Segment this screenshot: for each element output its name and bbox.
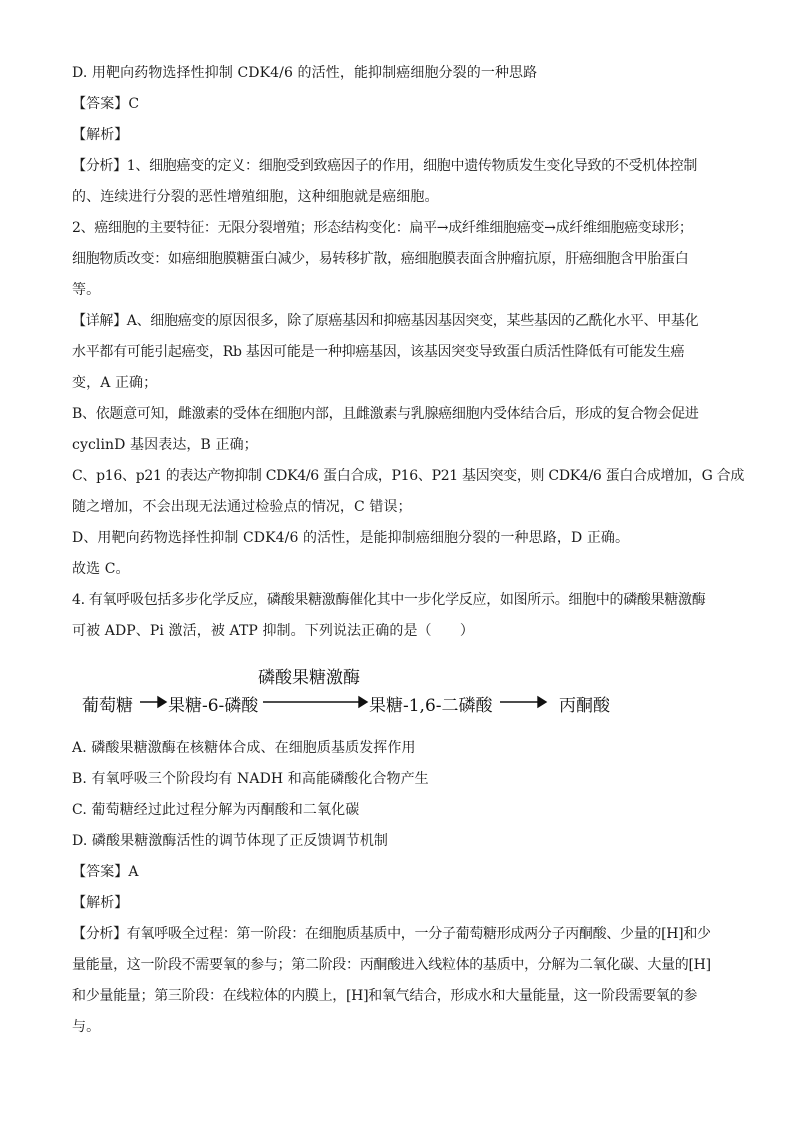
arrowhead-1 (158, 697, 166, 707)
detail-line: 水平都有可能引起癌变，Rb 基因可能是一种抑癌基因，该基因突变导致蛋白质活性降低有可能发生癌 (72, 344, 685, 360)
glucose-label: 葡萄糖 (82, 696, 133, 716)
option-d-line: D. 用靶向药物选择性抑制 CDK4/6 的活性，能抑制癌细胞分裂的一种思路 (72, 65, 538, 81)
analysis-line: 的、连续进行分裂的恶性增殖细胞，这种细胞就是癌细胞。 (72, 189, 439, 205)
pyruvate-label: 丙酮酸 (559, 696, 610, 716)
arrowhead-3 (538, 697, 546, 707)
document-page (72, 58, 745, 1043)
option-c: C. 葡萄糖经过此过程分解为丙酮酸和二氧化碳 (72, 802, 360, 818)
glycolysis-pathway-diagram (72, 649, 722, 733)
detail-line: C、p16、p21 的表达产物抑制 CDK4/6 蛋白合成，P16、P21 基因突变，则 CDK4/6 蛋白合成增加，G 合成 (72, 468, 745, 484)
detail-line: 变，A 正确； (72, 375, 158, 391)
conclusion-line: 故选 C。 (72, 561, 130, 577)
explanation-heading: 【解析】 (72, 895, 129, 911)
answer-line: 【答案】A (72, 864, 139, 880)
f6p-label: 果糖-6-磷酸 (168, 696, 259, 716)
analysis-line: 细胞物质改变：如癌细胞膜糖蛋白减少，易转移扩散，癌细胞膜表面含肿瘤抗原，肝癌细胞含甲胎蛋白 (72, 251, 689, 267)
option-b: B. 有氧呼吸三个阶段均有 NADH 和高能磷酸化合物产生 (72, 771, 429, 787)
option-a: A. 磷酸果糖激酶在核糖体合成、在细胞质基质发挥作用 (72, 740, 416, 756)
f16bp-label: 果糖-1,6-二磷酸 (369, 696, 493, 716)
answer-line: 【答案】C (72, 96, 140, 112)
analysis-line: 等。 (72, 282, 101, 298)
analysis-line: 【分析】1、细胞癌变的定义：细胞受到致癌因子的作用，细胞中遗传物质发生变化导致的不受机体控制 (72, 158, 698, 174)
analysis-line: 量能量，这一阶段不需要氧的参与；第二阶段：丙酮酸进入线粒体的基质中，分解为二氧化碳、大量的[H] (72, 957, 711, 973)
analysis-line: 和少量能量；第三阶段：在线粒体的内膜上，[H]和氧气结合，形成水和大量能量，这一阶段需要氧的参 (72, 988, 698, 1004)
analysis-line: 2、癌细胞的主要特征：无限分裂增殖；形态结构变化：扁平→成纤维细胞癌变→成纤维细胞癌变球形； (72, 220, 693, 236)
explanation-heading: 【解析】 (72, 127, 129, 143)
enzyme-label: 磷酸果糖激酶 (258, 668, 360, 688)
detail-line: 【详解】A、细胞癌变的原因很多，除了原癌基因和抑癌基因基因突变，某些基因的乙酰化水平、甲基化 (72, 313, 699, 329)
analysis-line: 与。 (72, 1019, 101, 1035)
detail-line: cyclinD 基因表达，B 正确； (72, 437, 258, 453)
question-line: 4. 有氧呼吸包括多步化学反应，磷酸果糖激酶催化其中一步化学反应，如图所示。细胞中的磷酸果糖激酶 (72, 592, 706, 608)
analysis-line: 【分析】有氧呼吸全过程：第一阶段：在细胞质基质中，一分子葡萄糖形成两分子丙酮酸、少量的[H]和少 (72, 926, 711, 942)
option-d: D. 磷酸果糖激酶活性的调节体现了正反馈调节机制 (72, 833, 389, 849)
detail-line: B、依题意可知，雌激素的受体在细胞内部，且雌激素与乳腺癌细胞内受体结合后，形成的复合物会促进 (72, 406, 699, 422)
arrowhead-2 (359, 697, 367, 707)
detail-line: D、用靶向药物选择性抑制 CDK4/6 的活性，是能抑制癌细胞分裂的一种思路，D 正确。 (72, 530, 630, 546)
question-line: 可被 ADP、Pi 激活，被 ATP 抑制。下列说法正确的是（ ） (72, 623, 474, 639)
detail-line: 随之增加，不会出现无法通过检验点的情况，C 错误； (72, 499, 412, 515)
